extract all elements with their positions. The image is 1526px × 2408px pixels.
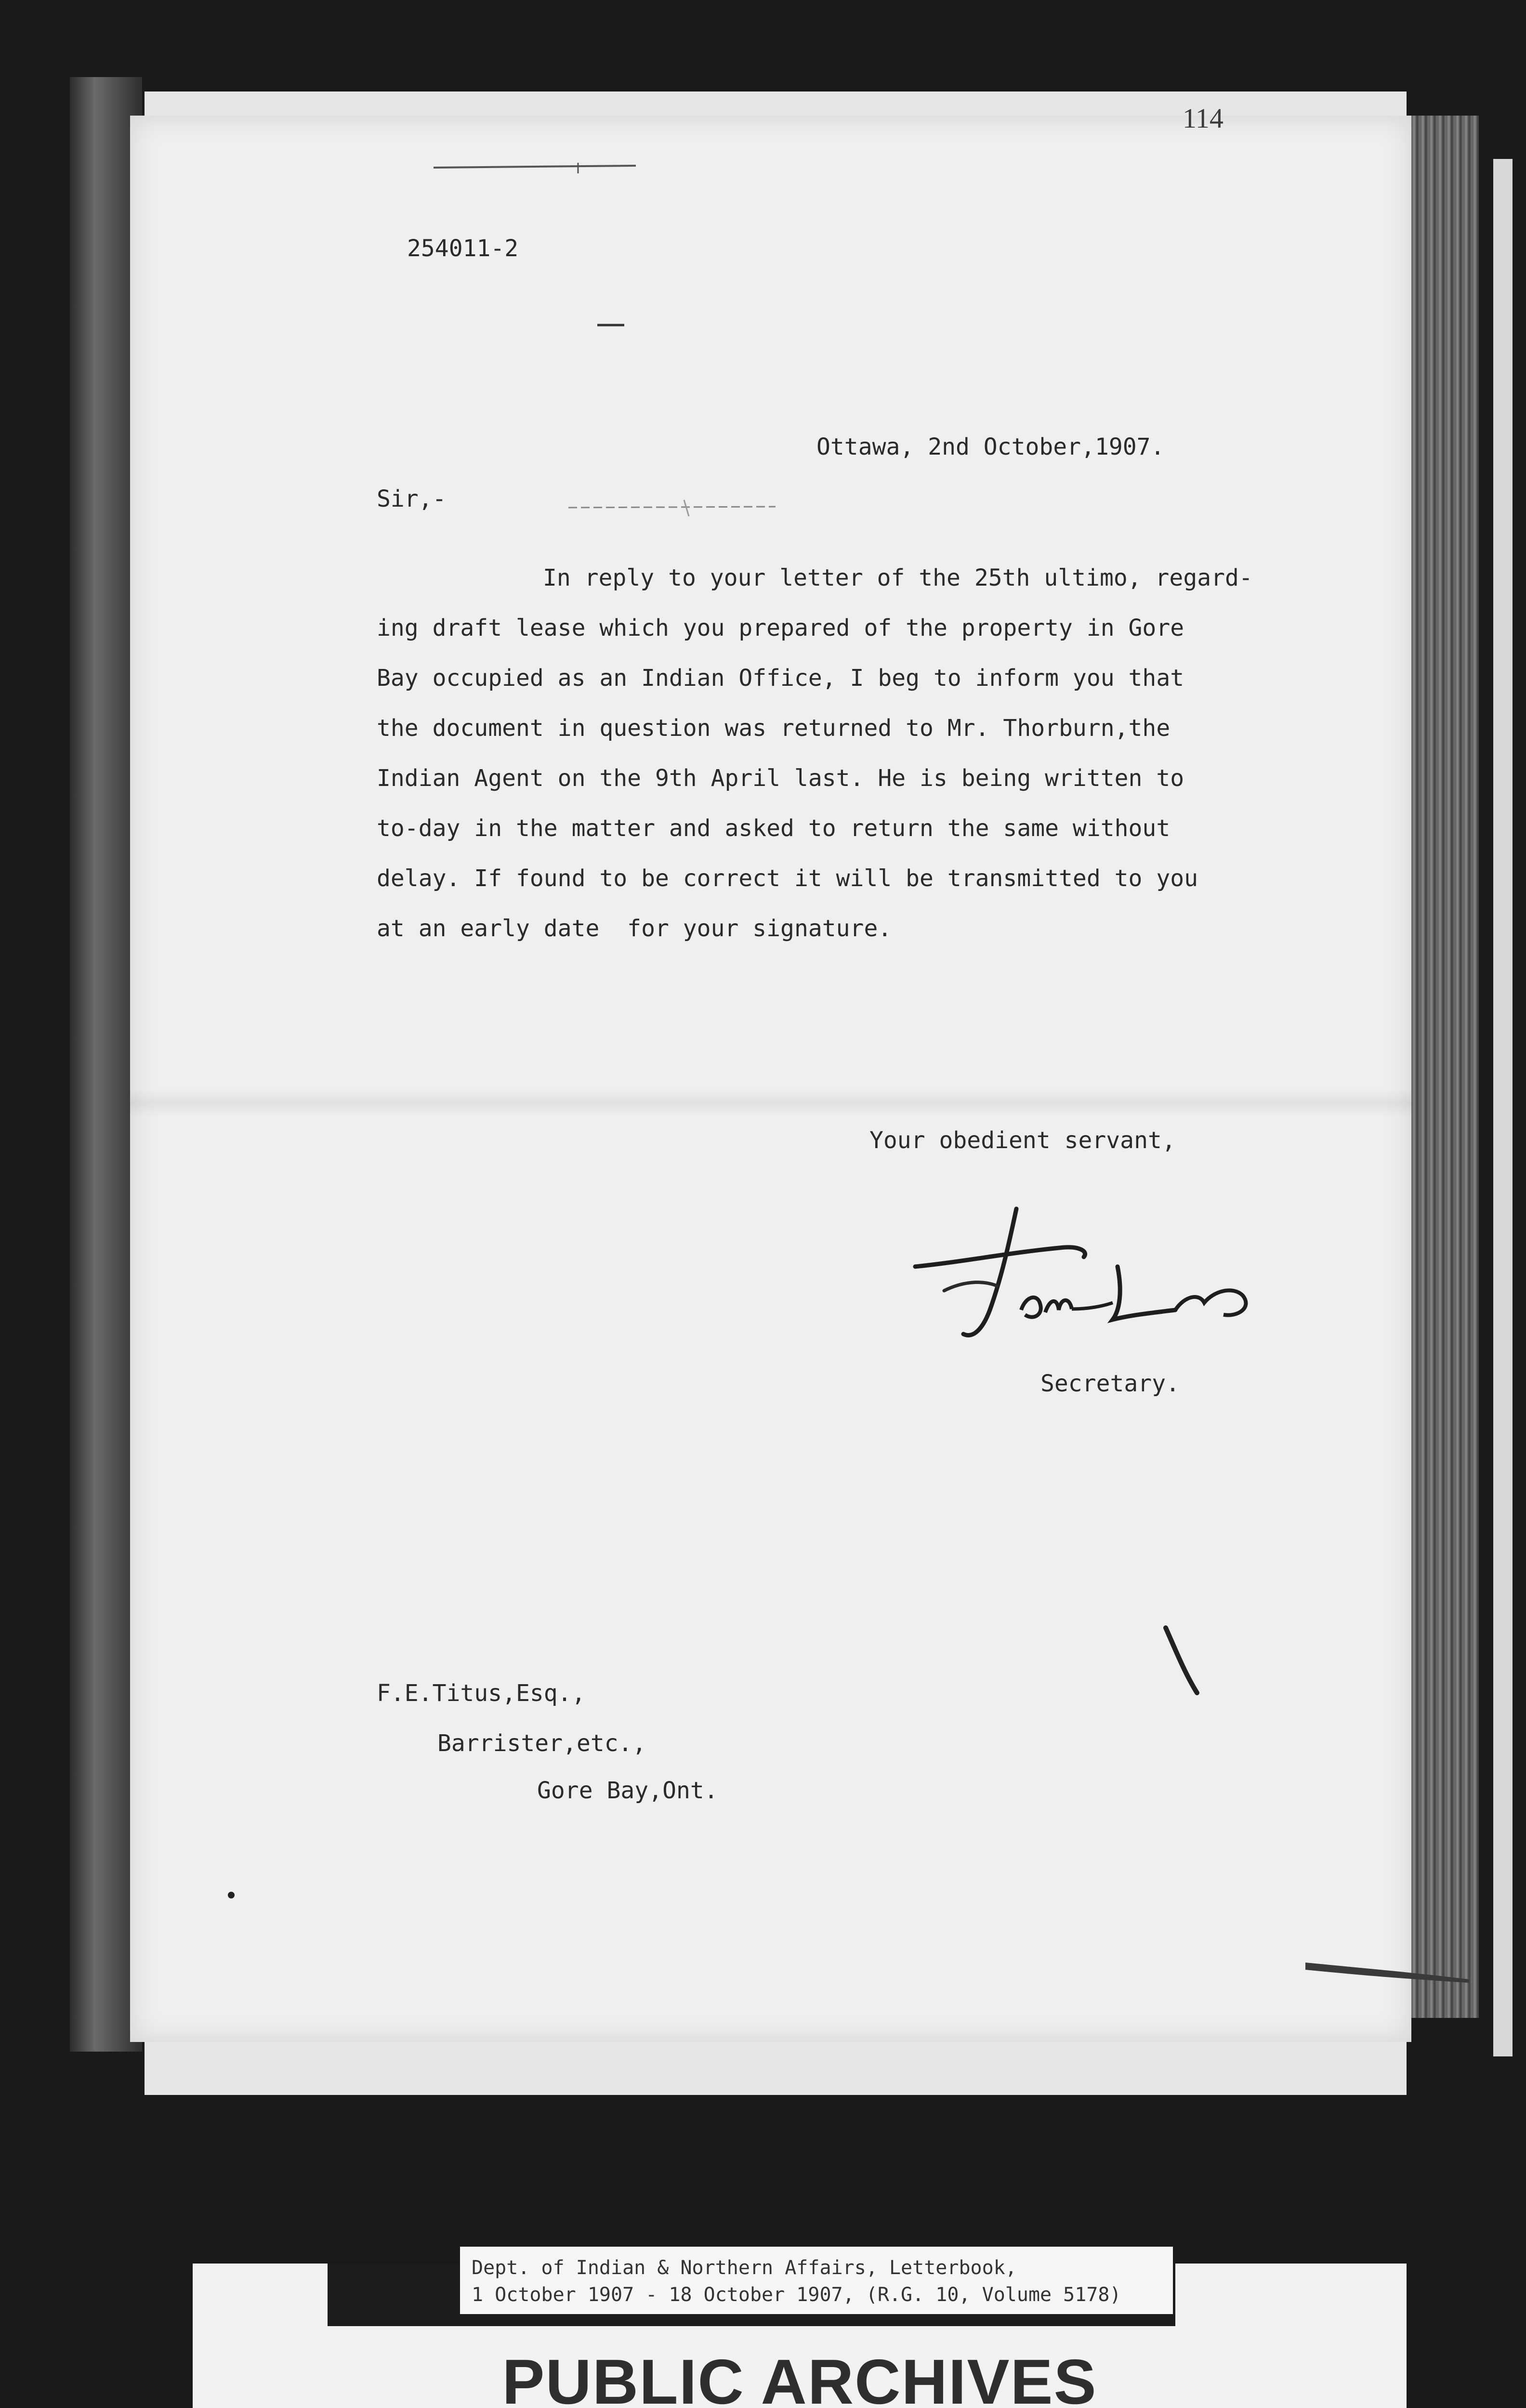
body-line: delay. If found to be correct it will be transmitted to you	[377, 865, 1198, 892]
closing: Your obedient servant,	[869, 1127, 1176, 1154]
addressee-location: Gore Bay,Ont.	[537, 1777, 718, 1804]
signer-title: Secretary.	[1040, 1370, 1180, 1397]
handwritten-signature	[906, 1194, 1272, 1353]
salutation: Sir,-	[377, 485, 447, 512]
ink-dot	[226, 1890, 236, 1900]
body-line: ing draft lease which you prepared of the property in Gore	[377, 615, 1184, 641]
body-line: to-day in the matter and asked to return the same without	[377, 815, 1171, 842]
body-line: Indian Agent on the 9th April last. He is being written to	[377, 765, 1184, 792]
clip-shadow	[1305, 1953, 1479, 1987]
body-line: In reply to your letter of the 25th ultimo, regard-	[543, 564, 1253, 591]
stray-mark-top	[434, 159, 645, 178]
letter-page	[130, 116, 1411, 2042]
addressee-name: F.E.Titus,Esq.,	[377, 1680, 586, 1707]
erased-text-mark	[568, 497, 780, 521]
addressee-profession: Barrister,etc.,	[437, 1730, 646, 1757]
page-fold	[130, 1088, 1411, 1117]
file-reference: 254011-2	[407, 235, 519, 262]
source-citation	[460, 2247, 1173, 2314]
pen-stroke-mark	[1163, 1625, 1202, 1698]
stray-mark-dash	[597, 320, 626, 330]
body-line: the document in question was returned to Mr. Thorburn,the	[377, 715, 1171, 742]
letter-body	[377, 553, 1253, 954]
page-number: 114	[1183, 103, 1223, 134]
page-edge-strip	[1493, 159, 1513, 2056]
dateline: Ottawa, 2nd October,1907.	[816, 433, 1165, 460]
citation-line-2: 1 October 1907 - 18 October 1907, (R.G. 10, Volume 5178)	[472, 2284, 1121, 2306]
citation-line-1: Dept. of Indian & Northern Affairs, Letterbook,	[472, 2257, 1017, 2279]
archive-stamp-line-1: PUBLIC ARCHIVES	[502, 2346, 1097, 2408]
body-line: Bay occupied as an Indian Office, I beg to inform you that	[377, 665, 1184, 692]
body-line: at an early date for your signature.	[377, 915, 892, 942]
